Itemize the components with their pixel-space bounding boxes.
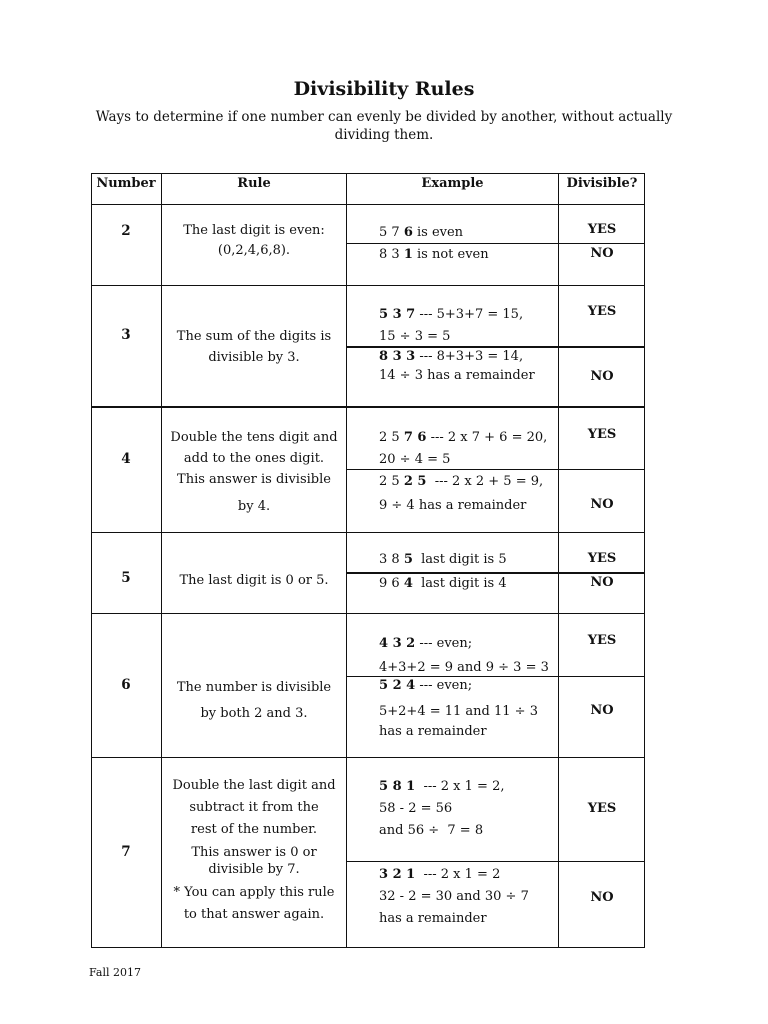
example-no xyxy=(379,470,579,518)
rule-line: The sum of the digits is xyxy=(176,329,332,344)
rule-line: (0,2,4,6,8). xyxy=(217,243,291,258)
result-yes: YES xyxy=(587,222,617,237)
example-no xyxy=(379,347,579,385)
example-line: 14 ÷ 3 has a remainder xyxy=(379,368,535,383)
example-number: 4 xyxy=(403,576,413,591)
example-line xyxy=(379,776,579,798)
example-no xyxy=(379,864,579,930)
example-line: 9 ÷ 4 has a remainder xyxy=(379,498,527,513)
rule-line: add to the ones digit. xyxy=(183,451,325,466)
row-divider xyxy=(91,285,645,286)
rule-text xyxy=(162,775,346,926)
example-line xyxy=(379,864,579,886)
rule-line: divisible by 3. xyxy=(208,350,300,365)
example-line: and 56 ÷ 7 = 8 xyxy=(379,823,484,838)
header-number: Number xyxy=(96,176,156,191)
example-yes xyxy=(379,550,579,570)
row-number: 4 xyxy=(121,451,131,467)
rule-line: by both 2 and 3. xyxy=(200,706,308,721)
example-divider xyxy=(346,861,645,862)
rule-text xyxy=(162,571,346,591)
rule-line: subtract it from the xyxy=(189,800,319,815)
table-border-left xyxy=(91,173,92,948)
header-divisible: Divisible? xyxy=(566,176,638,191)
example-yes xyxy=(379,776,579,842)
example-line xyxy=(379,427,579,449)
rule-line: by 4. xyxy=(237,499,271,514)
rule-line: Double the tens digit and xyxy=(170,430,338,445)
example-yes xyxy=(379,223,579,243)
rule-text xyxy=(162,675,346,727)
result-yes: YES xyxy=(587,633,617,648)
rule-text xyxy=(162,221,346,261)
document-title: Divisibility Rules xyxy=(293,78,475,100)
column-divider xyxy=(346,173,347,948)
example-number: 6 xyxy=(403,225,413,240)
example-line xyxy=(379,304,579,326)
example-line xyxy=(379,347,579,366)
example-line: 15 ÷ 3 = 5 xyxy=(379,329,451,344)
example-line: 20 ÷ 4 = 5 xyxy=(379,452,451,467)
result-yes: YES xyxy=(587,801,617,816)
example-number: 3 2 1 xyxy=(379,867,416,882)
document-subtitle: Ways to determine if one number can evenly be divided by another, without actually dividing them. xyxy=(95,109,673,143)
example-number: 8 3 3 xyxy=(379,349,416,364)
example-text: 5 7 xyxy=(379,225,404,240)
example-yes xyxy=(379,632,579,680)
result-no: NO xyxy=(590,575,614,590)
result-no: NO xyxy=(590,246,614,261)
footer-date: Fall 2017 xyxy=(89,966,141,979)
example-line xyxy=(379,470,579,494)
example-line xyxy=(379,632,579,656)
row-number: 6 xyxy=(121,677,131,693)
header-example: Example xyxy=(421,176,484,191)
example-text: --- 2 x 1 = 2, xyxy=(415,779,505,794)
example-yes xyxy=(379,427,579,471)
example-line: has a remainder xyxy=(379,911,487,926)
rule-line: The number is divisible xyxy=(176,680,332,695)
example-text: --- even; xyxy=(415,636,473,651)
example-number: 5 3 7 xyxy=(379,307,416,322)
example-yes xyxy=(379,304,579,348)
example-line: has a remainder xyxy=(379,724,487,739)
rule-line: divisible by 7. xyxy=(208,862,300,877)
example-number: 5 8 1 xyxy=(379,779,416,794)
example-text: --- 2 x 1 = 2 xyxy=(415,867,501,882)
example-text: --- 2 x 7 + 6 = 20, xyxy=(426,430,548,445)
example-text: last digit is 4 xyxy=(412,576,507,591)
result-yes: YES xyxy=(587,551,617,566)
row-number: 2 xyxy=(121,223,131,239)
table-border-bottom xyxy=(91,947,645,948)
example-number: 5 xyxy=(403,552,413,567)
example-text: 3 8 xyxy=(379,552,404,567)
example-text: --- 8+3+3 = 14, xyxy=(415,349,524,364)
result-no: NO xyxy=(590,703,614,718)
example-no xyxy=(379,245,579,265)
row-divider xyxy=(91,532,645,533)
example-text: --- 2 x 2 + 5 = 9, xyxy=(426,474,544,489)
rule-line: rest of the number. xyxy=(190,822,318,837)
row-divider xyxy=(91,757,645,758)
example-line: 58 - 2 = 56 xyxy=(379,801,453,816)
example-number: 1 xyxy=(403,247,413,262)
rule-line: This answer is divisible xyxy=(177,472,331,487)
example-number: 7 6 xyxy=(403,430,427,445)
example-text: is not even xyxy=(412,247,489,262)
rule-line: This answer is 0 or xyxy=(191,845,317,860)
example-number: 4 3 2 xyxy=(379,636,416,651)
rule-text xyxy=(162,427,346,517)
example-text: last digit is 5 xyxy=(412,552,507,567)
result-no: NO xyxy=(590,497,614,512)
result-no: NO xyxy=(590,369,614,384)
example-line: 32 - 2 = 30 and 30 ÷ 7 xyxy=(379,889,529,904)
example-line: 4+3+2 = 9 and 9 ÷ 3 = 3 xyxy=(379,660,549,675)
example-line xyxy=(379,676,579,696)
example-text: --- 5+3+7 = 15, xyxy=(415,307,524,322)
header-divider xyxy=(91,204,645,205)
rule-line: to that answer again. xyxy=(183,907,325,922)
example-text: --- even; xyxy=(415,678,473,693)
rule-line: Double the last digit and xyxy=(172,778,336,793)
divisibility-table xyxy=(91,173,645,948)
example-text: 2 5 xyxy=(379,474,404,489)
rule-line: * You can apply this rule xyxy=(173,885,335,900)
example-text: 2 5 xyxy=(379,430,404,445)
example-text: is even xyxy=(412,225,464,240)
row-divider xyxy=(91,613,645,614)
example-no xyxy=(379,676,579,742)
example-line: 5+2+4 = 11 and 11 ÷ 3 xyxy=(379,704,538,719)
rule-line: The last digit is 0 or 5. xyxy=(179,573,329,588)
rule-line: The last digit is even: xyxy=(183,223,325,238)
example-text: 8 3 xyxy=(379,247,404,262)
result-yes: YES xyxy=(587,304,617,319)
header-rule: Rule xyxy=(237,176,271,191)
example-no xyxy=(379,574,579,594)
row-number: 7 xyxy=(121,844,131,860)
row-number: 5 xyxy=(121,570,131,586)
example-text: 9 6 xyxy=(379,576,404,591)
result-yes: YES xyxy=(587,427,617,442)
example-number: 2 5 xyxy=(403,474,427,489)
example-number: 5 2 4 xyxy=(379,678,416,693)
rule-text xyxy=(162,326,346,368)
row-divider xyxy=(91,406,645,408)
row-number: 3 xyxy=(121,327,131,343)
result-no: NO xyxy=(590,890,614,905)
